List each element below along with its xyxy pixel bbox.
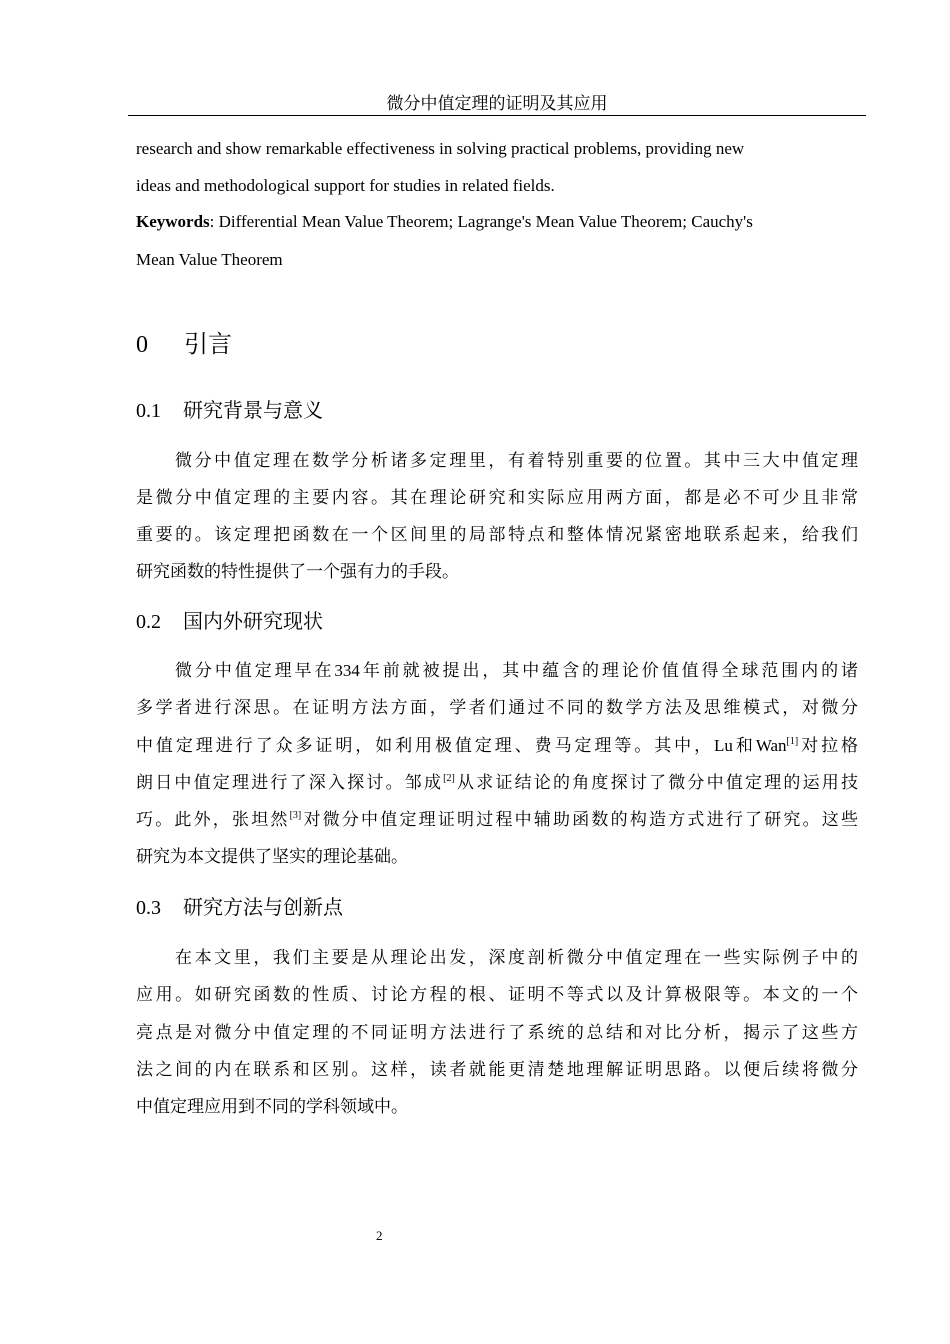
paragraph-line: 是微分中值定理的主要内容。其在理论研究和实际应用两方面，都是必不可少且非常: [136, 488, 858, 508]
paragraph-line: 研究为本文提供了坚实的理论基础。: [136, 847, 408, 867]
subsection-number: 0.3: [136, 897, 161, 919]
paragraph-line: [136, 770, 858, 796]
author-name: Wan: [755, 736, 787, 755]
citation-ref: [2]: [443, 773, 455, 784]
text-run: 对微分中值定理证明过程中辅助函数的构造方式进行了研究。这些: [301, 810, 859, 830]
paragraph-line: 中值定理应用到不同的学科领域中。: [136, 1097, 408, 1117]
citation-ref: [3]: [289, 810, 302, 821]
page-number: 2: [376, 1228, 383, 1243]
abstract-line: ideas and methodological support for studies in related fields.: [136, 176, 555, 195]
subsection-heading: [136, 607, 323, 636]
abstract-line: research and show remarkable effectiveness in solving practical problems, providing new: [136, 139, 745, 158]
paragraph-line: 法之间的内在联系和区别。这样，读者就能更清楚地理解证明思路。以便后续将微分: [136, 1060, 858, 1080]
paragraph-line: 亮点是对微分中值定理的不同证明方法进行了系统的总结和对比分析，揭示了这些方: [136, 1023, 858, 1043]
subsection-number: 0.2: [136, 611, 161, 633]
citation-ref: [1]: [786, 736, 799, 747]
paragraph-line: 微分中值定理在数学分析诸多定理里，有着特别重要的位置。其中三大中值定理: [175, 451, 858, 471]
text-run: 年前就被提出，其中蕴含的理论价值值得全球范围内的诸: [359, 661, 859, 681]
paragraph-line: 研究函数的特性提供了一个强有力的手段。: [136, 562, 459, 582]
text-run: 巧。此外，张坦然: [136, 810, 290, 830]
text-run: 对拉格: [798, 736, 859, 756]
text-run: 和: [732, 736, 756, 756]
keywords-label: Keywords: [136, 212, 210, 231]
paragraph-line: 在本文里，我们主要是从理论出发，深度剖析微分中值定理在一些实际例子中的: [175, 948, 858, 968]
subsection-title: 研究方法与创新点: [183, 895, 343, 919]
keywords-line: Mean Value Theorem: [136, 250, 283, 269]
running-header: 微分中值定理的证明及其应用: [386, 94, 608, 114]
header-rule: [128, 115, 866, 116]
subsection-number: 0.1: [136, 400, 161, 422]
text-run: 朗日中值定理进行了深入探讨。邹成: [136, 773, 444, 793]
subsection-title: 研究背景与意义: [183, 398, 323, 422]
subsection-heading: [136, 396, 323, 425]
year-number: 334: [334, 661, 360, 680]
paragraph-line: [136, 807, 858, 833]
text-run: 微分中值定理早在: [175, 661, 335, 681]
author-name: Lu: [714, 736, 733, 755]
section-number: 0: [136, 332, 148, 358]
subsection-title: 国内外研究现状: [183, 609, 323, 633]
section-title: 引言: [184, 330, 232, 358]
paragraph-line: 重要的。该定理把函数在一个区间里的局部特点和整体情况紧密地联系起来，给我们: [136, 525, 858, 545]
text-run: 从求证结论的角度探讨了微分中值定理的运用技: [454, 773, 859, 793]
section-heading: [136, 327, 232, 362]
paragraph-line: [175, 658, 858, 684]
subsection-heading: [136, 893, 343, 922]
text-run: 中值定理进行了众多证明，如利用极值定理、费马定理等。其中，: [136, 736, 715, 756]
paragraph-line: [136, 733, 858, 759]
keywords-text: : Differential Mean Value Theorem; Lagrange's Mean Value Theorem; Cauchy's: [209, 212, 753, 231]
paragraph-line: 多学者进行深思。在证明方法方面，学者们通过不同的数学方法及思维模式，对微分: [136, 698, 858, 718]
keywords-line: [136, 203, 866, 240]
paragraph-line: 应用。如研究函数的性质、讨论方程的根、证明不等式以及计算极限等。本文的一个: [136, 985, 858, 1005]
